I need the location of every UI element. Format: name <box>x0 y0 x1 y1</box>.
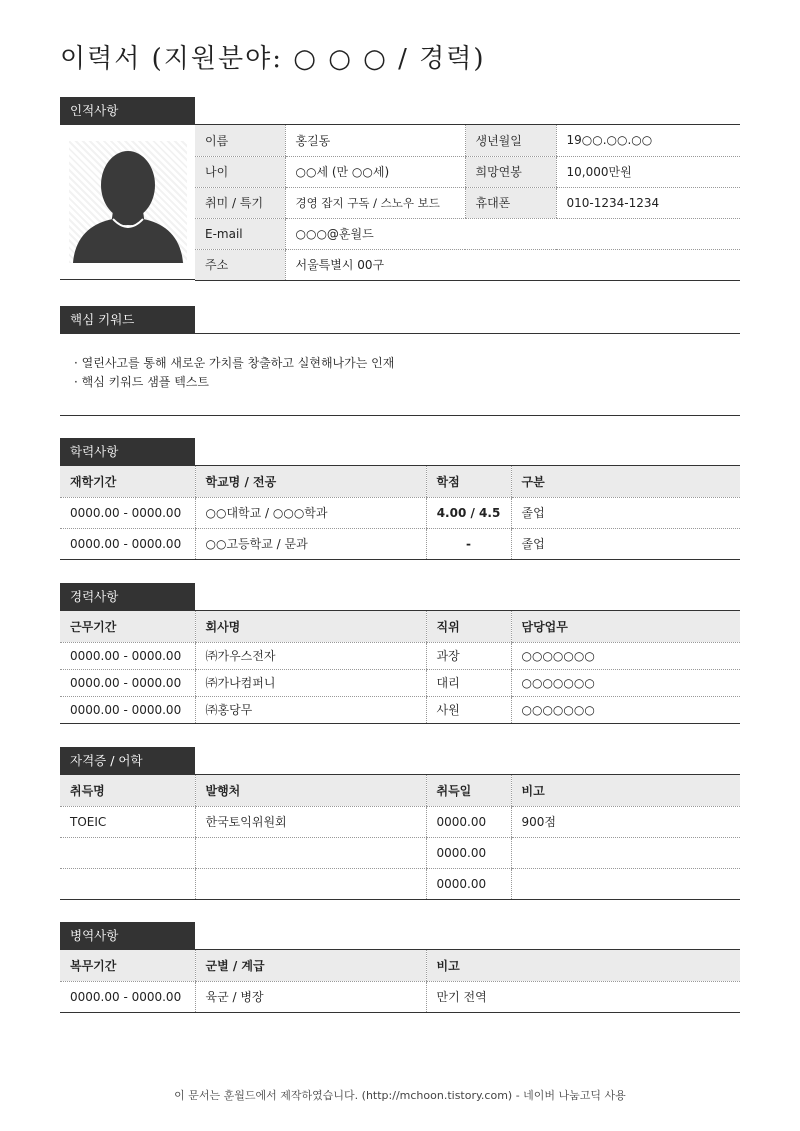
section-title: 학력사항 <box>60 438 195 465</box>
column-header: 재학기간 <box>60 466 195 497</box>
column-header: 취득명 <box>60 775 195 806</box>
phone-label: 휴대폰 <box>465 187 556 218</box>
table-row <box>60 497 740 528</box>
table-row <box>60 837 740 868</box>
section-header <box>60 583 740 611</box>
address-value: 서울특별시 00구 <box>285 249 740 280</box>
table-row <box>60 806 740 837</box>
table-cell: 4.00 / 4.5 <box>426 497 511 528</box>
column-header: 군별 / 계급 <box>195 950 426 981</box>
table-row <box>60 642 740 669</box>
salary-label: 희망연봉 <box>465 156 556 187</box>
table-row <box>60 696 740 723</box>
education-section <box>60 438 740 560</box>
table-header-row <box>60 611 740 642</box>
column-header: 근무기간 <box>60 611 195 642</box>
military-section <box>60 922 740 1013</box>
column-header: 학점 <box>426 466 511 497</box>
table-cell: - <box>426 528 511 559</box>
table-row <box>195 187 740 218</box>
table-cell: 과장 <box>426 642 511 669</box>
column-header: 담당업무 <box>511 611 740 642</box>
table-cell: 0000.00 - 0000.00 <box>60 981 195 1012</box>
section-title: 경력사항 <box>60 583 195 610</box>
table-cell: 한국토익위원회 <box>195 806 426 837</box>
email-label: E-mail <box>195 218 285 249</box>
column-header: 학교명 / 전공 <box>195 466 426 497</box>
table-cell: 대리 <box>426 669 511 696</box>
section-header <box>60 97 740 125</box>
military-table <box>60 950 740 1013</box>
table-cell: TOEIC <box>60 806 195 837</box>
table-cell: ○○○○○○○ <box>511 669 740 696</box>
table-cell: 0000.00 - 0000.00 <box>60 497 195 528</box>
table-row <box>195 218 740 249</box>
column-header: 비고 <box>426 950 740 981</box>
person-silhouette-icon <box>69 141 187 263</box>
table-header-row <box>60 950 740 981</box>
table-cell: 육군 / 병장 <box>195 981 426 1012</box>
table-cell: ○○대학교 / ○○○학과 <box>195 497 426 528</box>
table-cell: ㈜가나컴퍼니 <box>195 669 426 696</box>
section-header <box>60 438 740 466</box>
career-section <box>60 583 740 724</box>
footer-note: 이 문서는 훈월드에서 제작하였습니다. (http://mchoon.tistory.com) - 네이버 나눔고딕 사용 <box>174 1089 626 1102</box>
table-header-row <box>60 775 740 806</box>
section-title: 인적사항 <box>60 97 195 124</box>
table-cell: 졸업 <box>511 528 740 559</box>
column-header: 비고 <box>511 775 740 806</box>
table-cell: ○○○○○○○ <box>511 696 740 723</box>
section-header <box>60 306 740 334</box>
hobby-value: 경영 잡지 구독 / 스노우 보드 <box>285 187 465 218</box>
keyword-line: · 열린사고를 통해 새로운 가치를 창출하고 실현해나가는 인재 <box>74 356 395 370</box>
keywords-section <box>60 306 740 416</box>
table-cell <box>511 868 740 899</box>
column-header: 구분 <box>511 466 740 497</box>
table-cell: ○○○○○○○ <box>511 642 740 669</box>
table-cell: 사원 <box>426 696 511 723</box>
table-row <box>60 868 740 899</box>
section-title: 병역사항 <box>60 922 195 949</box>
table-cell: 0000.00 <box>426 837 511 868</box>
table-cell <box>60 837 195 868</box>
certificates-table <box>60 775 740 900</box>
salary-value: 10,000만원 <box>556 156 740 187</box>
column-header: 발행처 <box>195 775 426 806</box>
photo-area <box>60 125 195 280</box>
phone-value: 010-1234-1234 <box>556 187 740 218</box>
keyword-line: · 핵심 키워드 샘플 텍스트 <box>74 375 209 389</box>
address-label: 주소 <box>195 249 285 280</box>
certificates-section <box>60 747 740 900</box>
education-table <box>60 466 740 560</box>
column-header: 취득일 <box>426 775 511 806</box>
birth-value: 19○○.○○.○○ <box>556 125 740 156</box>
hobby-label: 취미 / 특기 <box>195 187 285 218</box>
table-row <box>60 669 740 696</box>
table-row <box>195 125 740 156</box>
section-title: 핵심 키워드 <box>60 306 195 333</box>
name-label: 이름 <box>195 125 285 156</box>
table-cell: 0000.00 - 0000.00 <box>60 696 195 723</box>
document-title: 이력서 (지원분야: ○ ○ ○ / 경력) <box>60 44 486 74</box>
table-cell: 졸업 <box>511 497 740 528</box>
age-label: 나이 <box>195 156 285 187</box>
table-cell <box>195 868 426 899</box>
table-header-row <box>60 466 740 497</box>
table-cell <box>195 837 426 868</box>
email-value: ○○○@훈월드 <box>285 218 740 249</box>
age-value: ○○세 (만 ○○세) <box>285 156 465 187</box>
table-cell: 0000.00 - 0000.00 <box>60 669 195 696</box>
table-cell: 0000.00 <box>426 868 511 899</box>
name-value: 홍길동 <box>285 125 465 156</box>
table-row <box>195 249 740 280</box>
table-cell: 900점 <box>511 806 740 837</box>
section-title: 자격증 / 어학 <box>60 747 195 774</box>
section-header <box>60 922 740 950</box>
table-cell <box>511 837 740 868</box>
column-header: 복무기간 <box>60 950 195 981</box>
table-cell: 0000.00 - 0000.00 <box>60 642 195 669</box>
table-cell <box>60 868 195 899</box>
table-cell: ○○고등학교 / 문과 <box>195 528 426 559</box>
column-header: 회사명 <box>195 611 426 642</box>
table-cell: 0000.00 - 0000.00 <box>60 528 195 559</box>
table-cell: ㈜홍당무 <box>195 696 426 723</box>
birth-label: 생년월일 <box>465 125 556 156</box>
personal-table <box>195 125 740 281</box>
section-header <box>60 747 740 775</box>
career-table <box>60 611 740 724</box>
personal-section <box>60 97 740 281</box>
table-cell: 0000.00 <box>426 806 511 837</box>
column-header: 직위 <box>426 611 511 642</box>
table-row <box>195 156 740 187</box>
table-row <box>60 981 740 1012</box>
table-cell: ㈜가우스전자 <box>195 642 426 669</box>
table-cell: 만기 전역 <box>426 981 740 1012</box>
table-row <box>60 528 740 559</box>
